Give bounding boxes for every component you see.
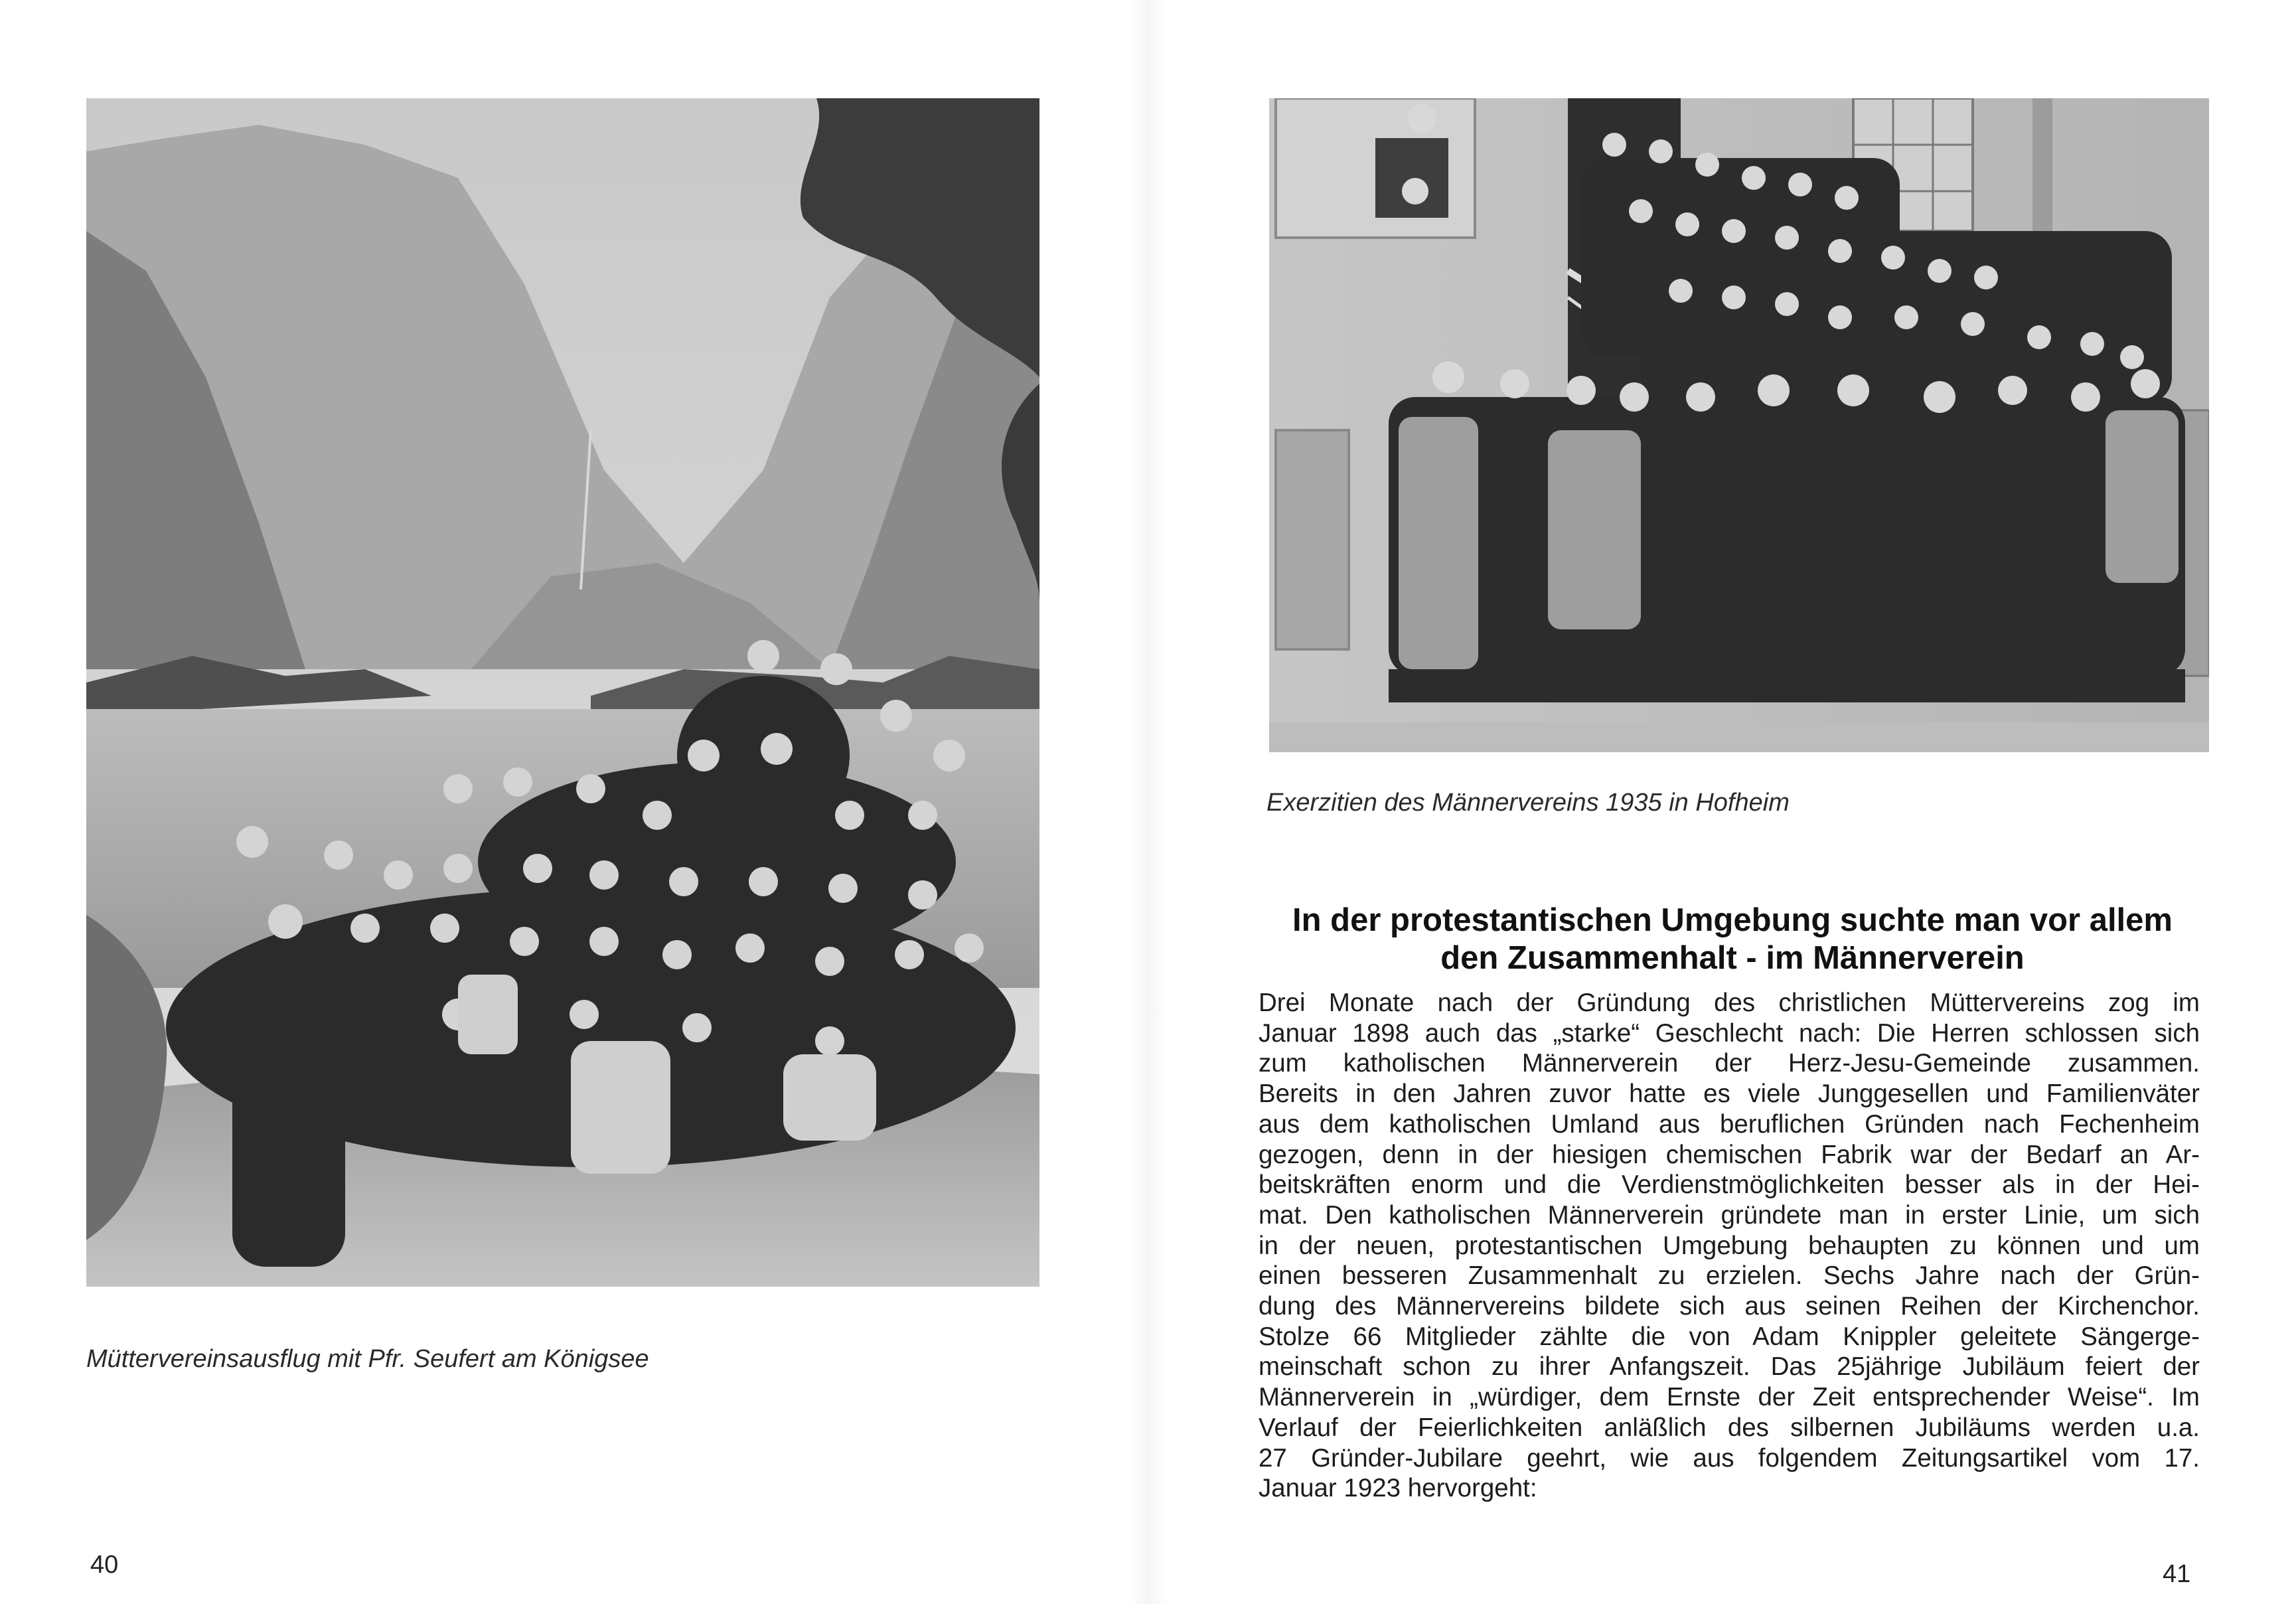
- photo-caption-right: Exerzitien des Männervereins 1935 in Hofheim: [1266, 789, 1790, 817]
- body-line: in der neuen, protestantischen Umgebung behaupten zu können und um: [1259, 1231, 2200, 1260]
- photo-maennerverein-exerzitien: [1269, 98, 2209, 752]
- body-line: gezogen, denn in der hiesigen chemischen Fabrik war der Bedarf an Ar-: [1259, 1140, 2200, 1169]
- body-line: Bereits in den Jahren zuvor hatte es viele Junggesellen und Familienväter: [1259, 1080, 2200, 1109]
- body-line: einen besseren Zusammenhalt zu erzielen. Sechs Jahre nach der Grün-: [1259, 1261, 2200, 1291]
- photo-muettervereinsausflug: [86, 98, 1039, 1287]
- body-line: beitskräften enorm und die Verdienstmöglichkeiten besser als in der Hei-: [1259, 1170, 2200, 1200]
- article-heading-line: In der protestantischen Umgebung suchte man vor allem: [1292, 902, 2173, 938]
- article-body: [1259, 988, 2200, 1504]
- body-line: Januar 1898 auch das „starke“ Geschlecht nach: Die Herren schlossen sich: [1259, 1018, 2200, 1048]
- body-line: Drei Monate nach der Gründung des christlichen Müttervereins zog im: [1259, 989, 2200, 1017]
- article-heading: [1255, 902, 2210, 977]
- body-line: mat. Den katholischen Männerverein gründete man in erster Linie, um sich: [1259, 1200, 2200, 1230]
- page-number-left: 40: [90, 1551, 119, 1579]
- photo-caption-left: Müttervereinsausflug mit Pfr. Seufert am Königsee: [86, 1345, 649, 1373]
- book-gutter: [1128, 0, 1168, 1604]
- article-heading-line: den Zusammenhalt - im Männerverein: [1440, 940, 2025, 976]
- body-line: meinschaft schon zu ihrer Anfangszeit. Das 25jährige Jubiläum feiert der: [1259, 1352, 2200, 1382]
- body-line: Januar 1923 hervorgeht:: [1259, 1474, 1537, 1503]
- body-line: zum katholischen Männerverein der Herz-Jesu-Gemeinde zusammen.: [1259, 1049, 2200, 1078]
- body-line: Stolze 66 Mitglieder zählte die von Adam Knippler geleitete Sängerge-: [1259, 1322, 2200, 1351]
- page-number-right: 41: [2163, 1560, 2191, 1588]
- body-line: Männerverein in „würdiger, dem Ernste der Zeit entsprechender Weise“. Im: [1259, 1383, 2200, 1412]
- body-line: Verlauf der Feierlichkeiten anläßlich des silbernen Jubiläums werden u.a.: [1259, 1413, 2200, 1442]
- body-line: dung des Männervereins bildete sich aus seinen Reihen der Kirchenchor.: [1259, 1292, 2200, 1321]
- body-line: aus dem katholischen Umland aus beruflichen Gründen nach Fechenheim: [1259, 1109, 2200, 1139]
- body-line: 27 Gründer-Jubilare geehrt, wie aus folgendem Zeitungsartikel vom 17.: [1259, 1443, 2200, 1473]
